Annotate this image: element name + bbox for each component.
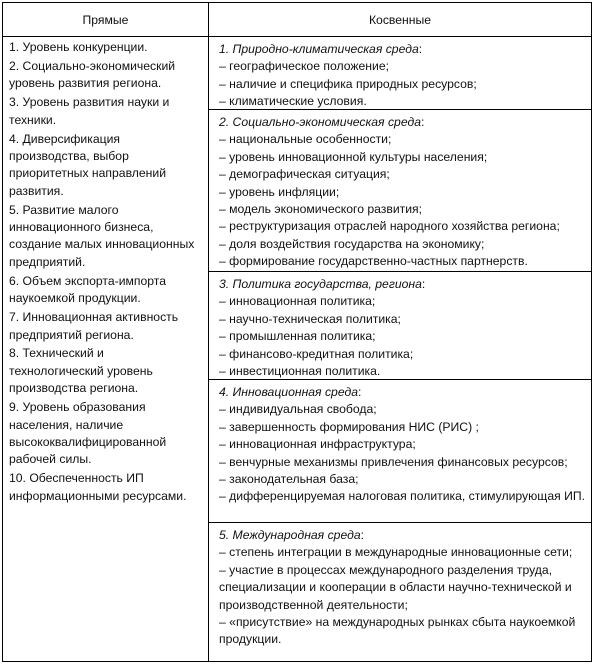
group-title: 4. Инновационная среда: [219, 385, 362, 399]
direct-factor-item: 4. Диверсификация производства, выбор приоритетных направлений развития. [9, 131, 167, 198]
group-title: 3. Политика государства, региона: [219, 277, 426, 291]
group-item: – научно-техническая политика; [219, 311, 401, 326]
direct-factor-item: 7. Инновационная активность предприятий региона. [9, 310, 179, 342]
direct-factor-item: 1. Уровень конкуренции. [9, 40, 148, 54]
group-item: – степень интеграции в международные инновационные сети; [219, 545, 573, 560]
header-indirect: Косвенные [208, 3, 591, 36]
group-title: 1. Природно-климатическая среда: [219, 42, 423, 56]
indirect-group-policy [208, 272, 591, 380]
group-item: – инновационная политика; [219, 294, 376, 309]
header-direct: Прямые [82, 12, 129, 27]
group-item: – индивидуальная свобода; [219, 402, 377, 417]
group-item: – географическое положение; [219, 59, 389, 74]
group-item: – национальные особенности; [219, 132, 392, 147]
direct-factor-item: 8. Технический и технологический уровень производства региона. [9, 346, 153, 396]
group-item: – законодательная база; [219, 472, 359, 487]
direct-factors-column [9, 39, 201, 507]
indirect-factors-column [208, 37, 591, 661]
group-item: – формирование государственно-частных партнерств. [219, 254, 528, 269]
group-item: – демографическая ситуация; [219, 167, 390, 182]
table-header-row [3, 3, 591, 37]
direct-factor-item: 9. Уровень образования населения, наличие высококвалифицированной рабочей силы. [9, 400, 167, 467]
group-item: – промышленная политика; [219, 329, 376, 344]
group-item: – инвестиционная политика. [219, 364, 381, 379]
group-item: – участие в процессах международного разделения труда, специализации и кооперации в области научно-технической и производственной деятельности; [219, 562, 572, 612]
group-item: – реструктуризация отраслей народного хозяйства региона; [219, 219, 560, 234]
indirect-group-natural [208, 37, 591, 110]
group-item: – дифференцируемая налоговая политика, стимулирующая ИП. [219, 489, 585, 504]
direct-factor-item: 2. Социально-экономический уровень развития региона. [9, 58, 176, 91]
group-item: – наличие и специфика природных ресурсов; [219, 76, 477, 91]
indirect-group-international [208, 523, 591, 661]
group-item: – инновационная инфраструктура; [219, 437, 416, 452]
group-item: – уровень инновационной культуры населения; [219, 149, 488, 164]
group-item: – климатические условия. [219, 94, 367, 109]
indirect-group-socioeconomic [208, 110, 591, 272]
group-item: – модель экономического развития; [219, 202, 423, 217]
group-title: 2. Социально-экономическая среда: [219, 115, 425, 129]
direct-factor-item: 6. Объем экспорта-импорта наукоемкой продукции. [9, 273, 167, 306]
direct-factor-item: 5. Развитие малого инновационного бизнеса, создание малых инновационных предприятий. [9, 202, 195, 269]
direct-factor-item: 3. Уровень развития науки и техники. [9, 95, 170, 127]
group-item: – «присутствие» на международных рынках сбыта наукоемкой продукции. [219, 615, 576, 647]
direct-factor-item: 10. Обеспеченность ИП информационными ресурсами. [9, 471, 187, 503]
group-item: – завершенность формирования НИС (РИС) ; [219, 419, 479, 434]
factors-table [2, 2, 592, 662]
group-item: – финансово-кредитная политика; [219, 346, 414, 361]
group-title: 5. Международная среда: [219, 528, 364, 542]
group-item: – венчурные механизмы привлечения финансовых ресурсов; [219, 454, 568, 469]
group-item: – доля воздействия государства на экономику; [219, 236, 485, 251]
group-item: – уровень инфляции; [219, 184, 340, 199]
indirect-group-innovation [208, 380, 591, 523]
